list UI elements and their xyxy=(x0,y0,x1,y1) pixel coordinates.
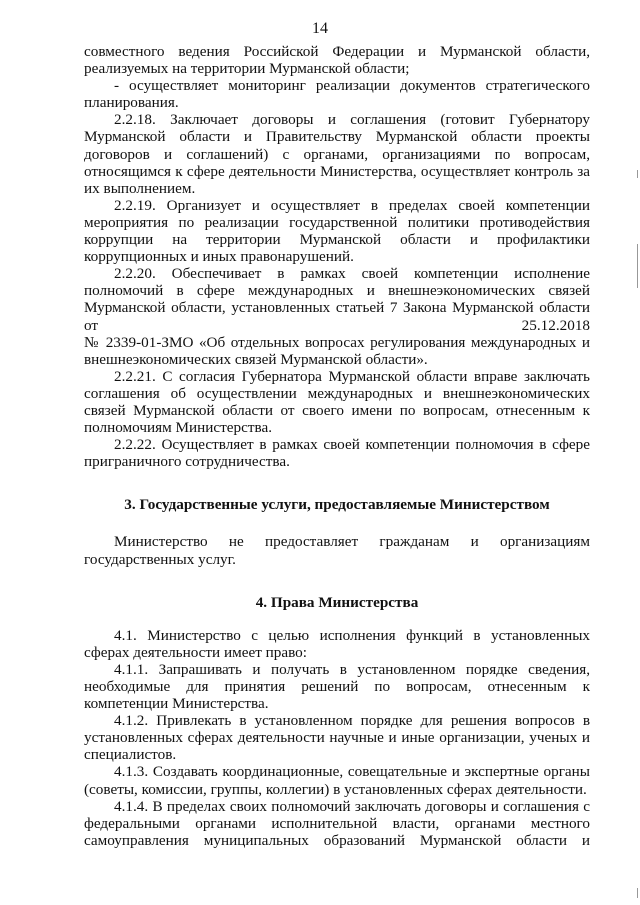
paragraph-2-2-20: 2.2.20. Обеспечивает в рамках своей компетенции исполнение полномочий в сфере международных и внешнеэкономических связей Мурманской области, установленных статьей 7 Закона Мурманской области xyxy=(84,265,590,317)
paragraph-2-2-19: 2.2.19. Организует и осуществляет в пределах своей компетенции мероприятия по реализации государственной политики противодействия коррупции на территории Мурманской области и профилактики коррупционных и иных правонарушений. xyxy=(84,196,590,266)
section-4-heading: 4. Права Министерства xyxy=(255,593,419,611)
paragraph: - осуществляет мониторинг реализации документов стратегического планирования. xyxy=(84,77,590,112)
law-title: № 2339-01-ЗМО «Об отдельных вопросах регулирования международных и внешнеэкономических связей Мурманской области». xyxy=(84,333,590,368)
law-from: от xyxy=(84,316,99,334)
scan-edge-mark xyxy=(637,888,638,898)
paragraph-4-1: 4.1. Министерство с целью исполнения функций в установленных сферах деятельности имеет право: xyxy=(84,626,590,661)
law-date: 25.12.2018 xyxy=(521,316,590,334)
scan-edge-mark xyxy=(637,244,638,288)
paragraph-4-1-1: 4.1.1. Запрашивать и получать в установленном порядке сведения, необходимые для принятия решений по вопросам, отнесенным к компетенции Министерства. xyxy=(84,660,590,713)
section-3-text: Министерство не предоставляет гражданам и организациям государственных услуг. xyxy=(84,533,590,568)
law-reference-line xyxy=(84,317,590,334)
paragraph-2-2-18: 2.2.18. Заключает договоры и соглашения (готовит Губернатору Мурманской области и Правительству Мурманской области проекты договоров и соглашений) с органами, организациями по вопросам, относящимся к сфере деятельности Министерства, осуществляет контроль за их выполнением. xyxy=(84,111,590,197)
paragraph: совместного ведения Российской Федерации и Мурманской области, реализуемых на территории Мурманской области; xyxy=(84,43,590,78)
paragraph-4-1-3: 4.1.3. Создавать координационные, совещательные и экспертные органы (советы, комиссии, группы, коллегии) в установленных сферах деятельности. xyxy=(84,763,590,798)
paragraph-4-1-2: 4.1.2. Привлекать в установленном порядке для решения вопросов в установленных сферах деятельности научные и иные организации, ученых и специалистов. xyxy=(84,712,590,764)
paragraph-4-1-4: 4.1.4. В пределах своих полномочий заключать договоры и соглашения с федеральными органами исполнительной власти, органами местного самоуправления муниципальных образований Мурманской области и xyxy=(84,797,590,849)
page-number: 14 xyxy=(312,20,328,37)
paragraph-2-2-22: 2.2.22. Осуществляет в рамках своей компетенции полномочия в сфере приграничного сотрудничества. xyxy=(84,436,590,471)
document-body xyxy=(84,43,590,849)
section-3-heading: 3. Государственные услуги, предоставляемые Министерством xyxy=(124,496,550,514)
scan-edge-mark xyxy=(637,170,638,178)
paragraph-2-2-21: 2.2.21. С согласия Губернатора Мурманской области вправе заключать соглашения об осуществлении международных и внешнеэкономических связей Мурманской области от своего имени по вопросам, отнесенным к полномочиям Министерства. xyxy=(84,367,590,437)
